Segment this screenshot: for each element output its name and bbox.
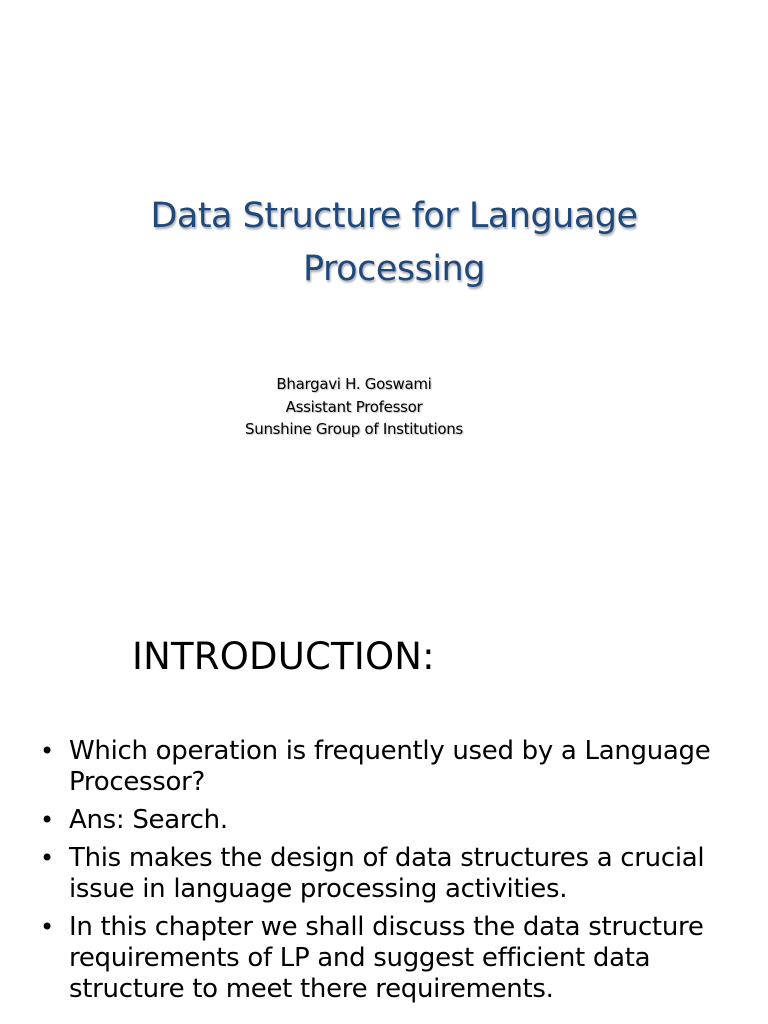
slide-title bbox=[84, 190, 704, 296]
bullet-icon: • bbox=[40, 913, 54, 941]
author-designation: Assistant Professor bbox=[285, 397, 423, 416]
bullet-icon: • bbox=[40, 806, 54, 834]
author-block bbox=[204, 373, 504, 441]
slide-title-line-2: Processing bbox=[303, 249, 485, 289]
bullet-item bbox=[40, 843, 740, 905]
bullet-icon: • bbox=[40, 844, 54, 872]
bullet-text: Which operation is frequently used by a Language Processor? bbox=[69, 736, 711, 797]
bullet-text: This makes the design of data structures a crucial issue in language processing activities. bbox=[69, 843, 705, 904]
bullet-item bbox=[40, 805, 740, 836]
bullet-text: In this chapter we shall discuss the data structure requirements of LP and suggest efficient data structure to meet there requirements. bbox=[69, 912, 704, 1004]
bullet-item bbox=[40, 912, 740, 1005]
author-institution: Sunshine Group of Institutions bbox=[245, 420, 463, 438]
bullet-text: Ans: Search. bbox=[69, 805, 228, 835]
author-name: Bhargavi H. Goswami bbox=[276, 375, 432, 393]
bullet-icon: • bbox=[40, 737, 54, 765]
section-heading: INTRODUCTION: bbox=[132, 635, 435, 678]
bullet-list bbox=[40, 736, 740, 1012]
slide-title-line-1: Data Structure for Language bbox=[150, 196, 638, 236]
bullet-item bbox=[40, 736, 740, 798]
